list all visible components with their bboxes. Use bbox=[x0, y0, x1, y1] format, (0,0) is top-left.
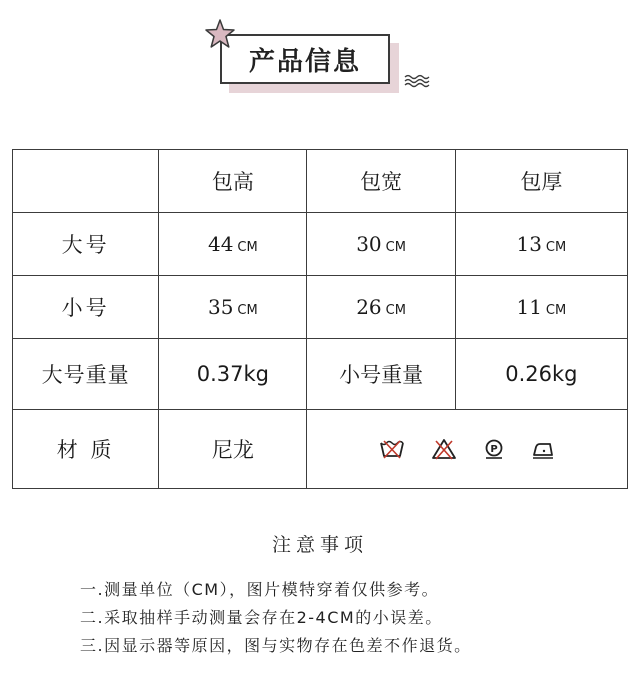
care-icons-cell bbox=[307, 410, 628, 489]
row-label: 材 质 bbox=[13, 410, 159, 489]
table-row bbox=[13, 339, 628, 410]
notes-title: 注意事项 bbox=[271, 534, 368, 556]
table-cell bbox=[455, 276, 627, 339]
table-cell bbox=[307, 276, 455, 339]
measure-value: 26 bbox=[356, 295, 382, 319]
measure-unit: CM bbox=[545, 303, 567, 318]
note-item: 三.因显示器等原因，图与实物存在色差不作退货。 bbox=[80, 636, 472, 655]
note-item: 二.采取抽样手动测量会存在2-4CM的小误差。 bbox=[80, 608, 443, 627]
no-bleach-icon bbox=[431, 438, 457, 460]
section-header bbox=[0, 0, 640, 110]
table-cell bbox=[159, 213, 307, 276]
star-icon bbox=[204, 18, 236, 50]
measure-unit: CM bbox=[385, 303, 406, 318]
measure-value: 13 bbox=[516, 232, 542, 256]
row-label: 大号重量 bbox=[13, 339, 159, 410]
measure-unit: CM bbox=[385, 240, 406, 255]
product-spec-table bbox=[12, 149, 628, 489]
table-header-row bbox=[13, 150, 628, 213]
measure-unit: CM bbox=[237, 240, 258, 255]
measure-value: 44 bbox=[207, 232, 234, 256]
table-row bbox=[13, 410, 628, 489]
table-header-cell: 包宽 bbox=[307, 150, 455, 213]
weight-value: 0.37kg bbox=[159, 339, 307, 410]
measure-value: 30 bbox=[356, 232, 382, 256]
row-label: 小号重量 bbox=[307, 339, 455, 410]
table-cell bbox=[159, 276, 307, 339]
table-row bbox=[13, 213, 628, 276]
weight-value: 0.26kg bbox=[455, 339, 627, 410]
care-icons bbox=[307, 438, 627, 460]
table-row bbox=[13, 276, 628, 339]
table-header-cell bbox=[13, 150, 159, 213]
row-label: 大号 bbox=[13, 213, 159, 276]
wave-lines-icon bbox=[404, 74, 430, 88]
hand-wash-icon bbox=[379, 438, 405, 460]
svg-text:P: P bbox=[490, 444, 498, 455]
measure-value: 11 bbox=[516, 295, 542, 319]
table-cell bbox=[455, 213, 627, 276]
table-header-cell: 包厚 bbox=[455, 150, 627, 213]
page-title: 产品信息 bbox=[248, 46, 361, 77]
measure-unit: CM bbox=[545, 240, 567, 255]
title-badge bbox=[220, 34, 390, 84]
table-header-cell: 包高 bbox=[159, 150, 307, 213]
measure-value: 35 bbox=[207, 295, 234, 319]
row-label: 小号 bbox=[13, 276, 159, 339]
note-item: 一.测量单位（CM），图片模特穿着仅供参考。 bbox=[80, 580, 440, 599]
table-cell bbox=[307, 213, 455, 276]
material-value: 尼龙 bbox=[159, 410, 307, 489]
notes-list bbox=[80, 576, 620, 660]
iron-icon bbox=[531, 438, 555, 460]
measure-unit: CM bbox=[237, 303, 258, 318]
dry-clean-icon bbox=[483, 438, 505, 460]
